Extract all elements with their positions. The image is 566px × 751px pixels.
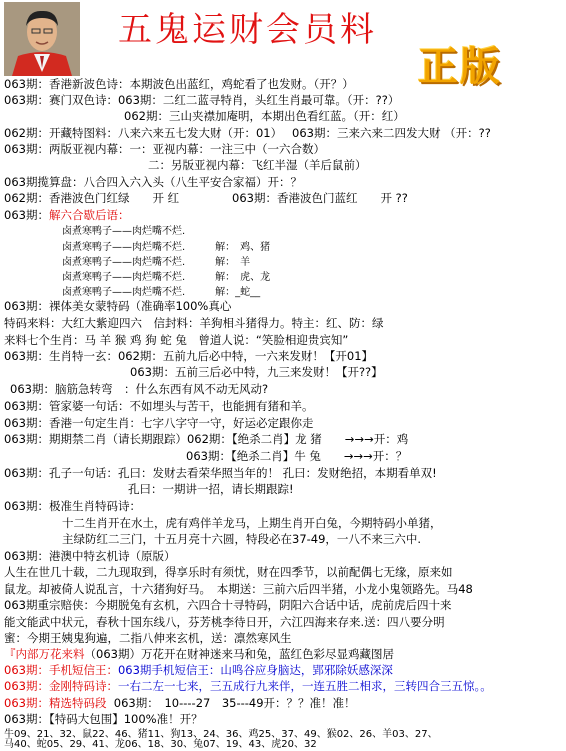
page-title: 五鬼运财会员料 bbox=[118, 10, 377, 50]
text-line: 063期：赛门双色诗：063期：二红二蓝寻特肖，头红生肖最可靠。（开：??） bbox=[4, 93, 400, 107]
line-prefix: 063期： bbox=[4, 208, 49, 222]
text-line: 063期：生肖特一玄：062期：五前九后必中特，一六来发财！【开01】 bbox=[4, 349, 374, 363]
text-line: 鼠龙。却被倚人说乱言，十六猪狗好马。 本期送：三前六后四半猪，小龙小鬼领路先。马48 bbox=[4, 582, 473, 596]
text-line: 063期：两版亚视内幕：一：亚视内幕：一注三中（一六合数） bbox=[4, 142, 325, 156]
text-line: 人生在世几十载，二九现取到，得享乐时有须忧，财在四季节，以前配偶七无缘，原来如 bbox=[4, 565, 453, 579]
portrait-image bbox=[4, 2, 80, 76]
red-heading: 『内部万花来料 bbox=[4, 647, 85, 661]
text-line: 063期：脑筋急转弯 ：什么东西有风不动无风动? bbox=[10, 382, 269, 396]
text-line: 来料七个生肖：马 羊 猴 鸡 狗 蛇 兔 曾道人说：“笑脸相迎贵宾知” bbox=[4, 333, 349, 347]
text-line bbox=[4, 209, 129, 222]
red-heading: 解六合歇后语： bbox=[48, 208, 130, 222]
text-line: 063期：期期禁二肖（请长期跟踪）062期：【绝杀二肖】龙 猪 →→→开：鸡 bbox=[4, 432, 409, 446]
riddle-line: 卤煮寒鸭子——肉烂嘴不烂. bbox=[62, 226, 186, 237]
text-line: 063期重宗赔侠：今期脱兔有玄机，六四合十寻特码，阴阳六合话中话，虎前虎后四十来 bbox=[4, 598, 452, 612]
text-line: 二：另版亚视内幕：飞红半湿（羊后鼠前） bbox=[148, 158, 367, 172]
text-line bbox=[4, 648, 394, 661]
text-line: 063期：【特码大包围】100%准！开？ bbox=[4, 712, 203, 726]
text-line: 063期：香港波色门蓝红 开 ?? bbox=[232, 191, 408, 205]
text-line: 063期：【绝杀二肖】牛 兔 →→→开：？ bbox=[186, 449, 408, 463]
text-line: 062期：香港波色门红绿 开 红 bbox=[4, 191, 180, 205]
blue-body: 一右二左一七来，三五成行九来伴，一连五胜二相求，三转四合三五惊。。 bbox=[117, 679, 492, 693]
blue-body: 063期手机短信王：山鸣谷应身脑达，郢邪除妖感深深 bbox=[117, 663, 393, 677]
text-line: 牛09、21、32、鼠22、46、猪11、狗13、24、36、鸡25、37、49、猴02、26、羊03、27、 bbox=[4, 729, 438, 740]
red-heading: 063期：精选特码段 bbox=[4, 696, 107, 710]
text-line: 063期：裸体美女蒙特码（准确率100%真心 bbox=[4, 299, 232, 313]
text-line: 063期：香港一句定生肖：七字八字守一守，好运必定跟你走 bbox=[4, 416, 314, 430]
text-line bbox=[4, 680, 492, 693]
text-line bbox=[4, 664, 393, 677]
avatar bbox=[4, 2, 80, 76]
text-line: 063期：三来六来二四发大财 （开：?? bbox=[292, 126, 491, 140]
text-line: 蜜：今期王姨鬼狗遍，二指八伸来玄机，送：凛然寒风生 bbox=[4, 631, 292, 645]
red-heading: 063期：金刚特码诗： bbox=[4, 679, 118, 693]
text-line: 063期揽算盘：八合四入六入头（八生平安合家福）开：？ bbox=[4, 175, 302, 189]
riddle-line: 卤煮寒鸭子——肉烂嘴不烂. 解： 虎、龙 bbox=[62, 272, 271, 283]
line-body: 063期： 10----27 35---49开：？？准！准！ bbox=[113, 696, 356, 710]
text-line bbox=[4, 697, 356, 710]
riddle-line: 卤煮寒鸭子——肉烂嘴不烂. 解： 羊 bbox=[62, 257, 251, 268]
text-line: 063期：孔子一句话：孔曰：发财去看荣华照当年的！ 孔曰：发财绝招，本期看单双! bbox=[4, 466, 437, 480]
text-line: 062期：开藏特图料：八来六来五七发大财（开：01） bbox=[4, 126, 283, 140]
text-line: 能文能武中状元，春秋十国东线八，芬芳桃李待日开，六江四海来存来.送：四八要分明 bbox=[4, 615, 445, 629]
text-line: 马40、蛇05、29、41、龙06、18、30、兔07、19、43、虎20、32 bbox=[4, 739, 317, 750]
text-line: 主绿防红二三门，十五月亮十六圆，特段必在37-49，一八不来三六中. bbox=[62, 532, 422, 546]
text-line: 孔曰：一期讲一招，请长期跟踪! bbox=[128, 482, 294, 496]
text-line: 063期：港澳中特玄机诗（原版） bbox=[4, 549, 176, 563]
text-line: 063期：极准生肖特码诗： bbox=[4, 499, 141, 513]
text-line: 063期：香港新波色诗：本期波色出蓝红，鸡蛇看了也发财。（开？） bbox=[4, 77, 354, 91]
text-line: 062期：三山夹襟加庵明，本期出色看红蓝。（开：红） bbox=[124, 109, 405, 123]
riddle-line: 卤煮寒鸭子——肉烂嘴不烂. 解： 鸡、猪 bbox=[62, 242, 271, 253]
red-heading: 063期：手机短信王： bbox=[4, 663, 118, 677]
text-line: 特码来料：大红大紫迎四六 信封料：羊狗相斗猪得力。特主：红、防：绿 bbox=[4, 316, 384, 330]
genuine-badge: 正版 bbox=[418, 43, 502, 90]
line-body: （063期）万花开在财神迷来马和兔，蓝红色彩尽显鸡藏图居 bbox=[84, 647, 394, 661]
text-line: 063期：五前三后必中特，九三来发财！【开??】 bbox=[130, 365, 383, 379]
text-line: 063期：管家婆一句话：不如埋头与苦干，也能拥有猪和羊。 bbox=[4, 399, 314, 413]
text-line: 十二生肖开在水土，虎有鸡伴羊龙马，上期生肖开白兔，今期特码小单猪， bbox=[62, 516, 442, 530]
riddle-line: 卤煮寒鸭子——肉烂嘴不烂. 解：_蛇__ bbox=[62, 287, 261, 298]
